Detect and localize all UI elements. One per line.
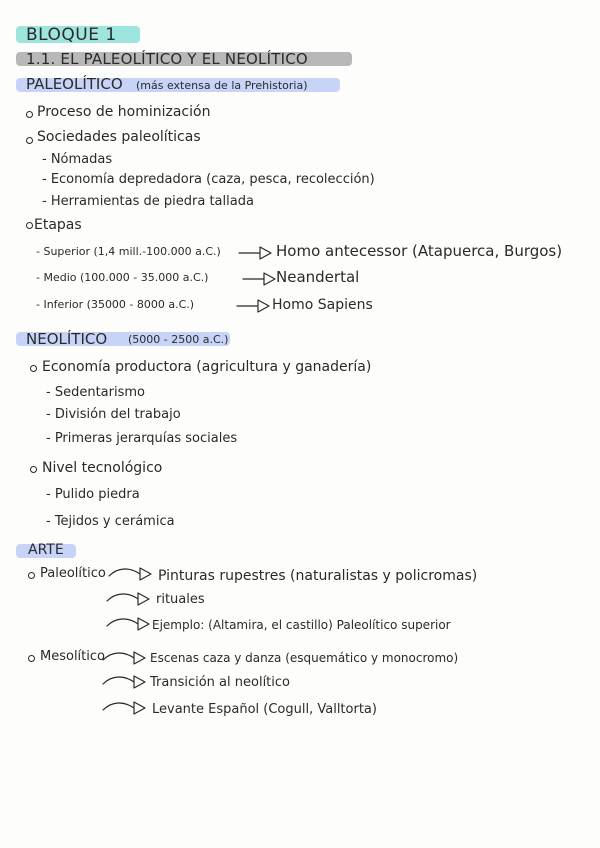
curved-arrow-icon [106, 592, 150, 606]
arte-heading: ARTE [28, 542, 64, 558]
etapa-period: - Superior (1,4 mill.-100.000 a.C.) [36, 245, 221, 258]
list-item: Nivel tecnológico [42, 460, 163, 476]
sub-item: - Pulido piedra [46, 487, 140, 502]
arte-item: Transición al neolítico [150, 675, 290, 690]
paleolitico-heading: PALEOLÍTICO [26, 75, 123, 93]
sub-item: - Primeras jerarquías sociales [46, 431, 238, 446]
etapa-result: Homo antecessor (Atapuerca, Burgos) [276, 242, 563, 260]
etapa-period: - Inferior (35000 - 8000 a.C.) [36, 298, 195, 311]
bullet-icon [28, 655, 35, 662]
neolitico-heading-note: (5000 - 2500 a.C.) [128, 333, 229, 346]
arte-item: Levante Español (Cogull, Valltorta) [152, 702, 377, 717]
arte-paleolitico-label: Paleolítico [40, 566, 106, 581]
bullet-icon [30, 466, 37, 473]
etapas-label: Etapas [34, 217, 82, 233]
curved-arrow-icon [102, 701, 146, 715]
curved-arrow-icon [102, 675, 146, 689]
arrow-right-icon [238, 246, 272, 260]
etapa-result: Neandertal [276, 268, 360, 286]
sub-item: - Sedentarismo [46, 385, 145, 400]
neolitico-heading: NEOLÍTICO [26, 330, 108, 348]
bullet-icon [26, 137, 33, 144]
sub-item: - Herramientas de piedra tallada [42, 194, 254, 209]
list-item: Economía productora (agricultura y ganadería) [42, 359, 372, 375]
bullet-icon [26, 111, 33, 118]
list-item: Sociedades paleolíticas [37, 129, 201, 145]
arte-item: Ejemplo: (Altamira, el castillo) Paleolítico superior [152, 618, 451, 632]
curved-arrow-icon [106, 617, 150, 631]
arrow-right-icon [242, 272, 276, 286]
bullet-icon [26, 222, 33, 229]
sub-item: - División del trabajo [46, 407, 181, 422]
arrow-right-icon [236, 299, 270, 313]
bullet-icon [30, 365, 37, 372]
arte-item: Pinturas rupestres (naturalistas y policromas) [158, 568, 478, 584]
arte-item: rituales [156, 592, 205, 607]
sub-item: - Nómadas [42, 152, 113, 167]
arte-mesolitico-label: Mesolítico [40, 649, 105, 664]
sub-item: - Tejidos y cerámica [46, 514, 175, 529]
arte-item: Escenas caza y danza (esquemático y monocromo) [150, 651, 459, 665]
curved-arrow-icon [102, 651, 146, 665]
paleolitico-heading-note: (más extensa de la Prehistoria) [136, 79, 308, 92]
section-title: 1.1. EL PALEOLÍTICO Y EL NEOLÍTICO [26, 50, 308, 68]
bullet-icon [28, 572, 35, 579]
etapa-result: Homo Sapiens [272, 297, 373, 313]
curved-arrow-icon [108, 567, 152, 581]
sub-item: - Economía depredadora (caza, pesca, recolección) [42, 172, 375, 187]
etapa-period: - Medio (100.000 - 35.000 a.C.) [36, 271, 209, 284]
list-item: Proceso de hominización [37, 104, 211, 120]
page-title: BLOQUE 1 [26, 25, 117, 45]
